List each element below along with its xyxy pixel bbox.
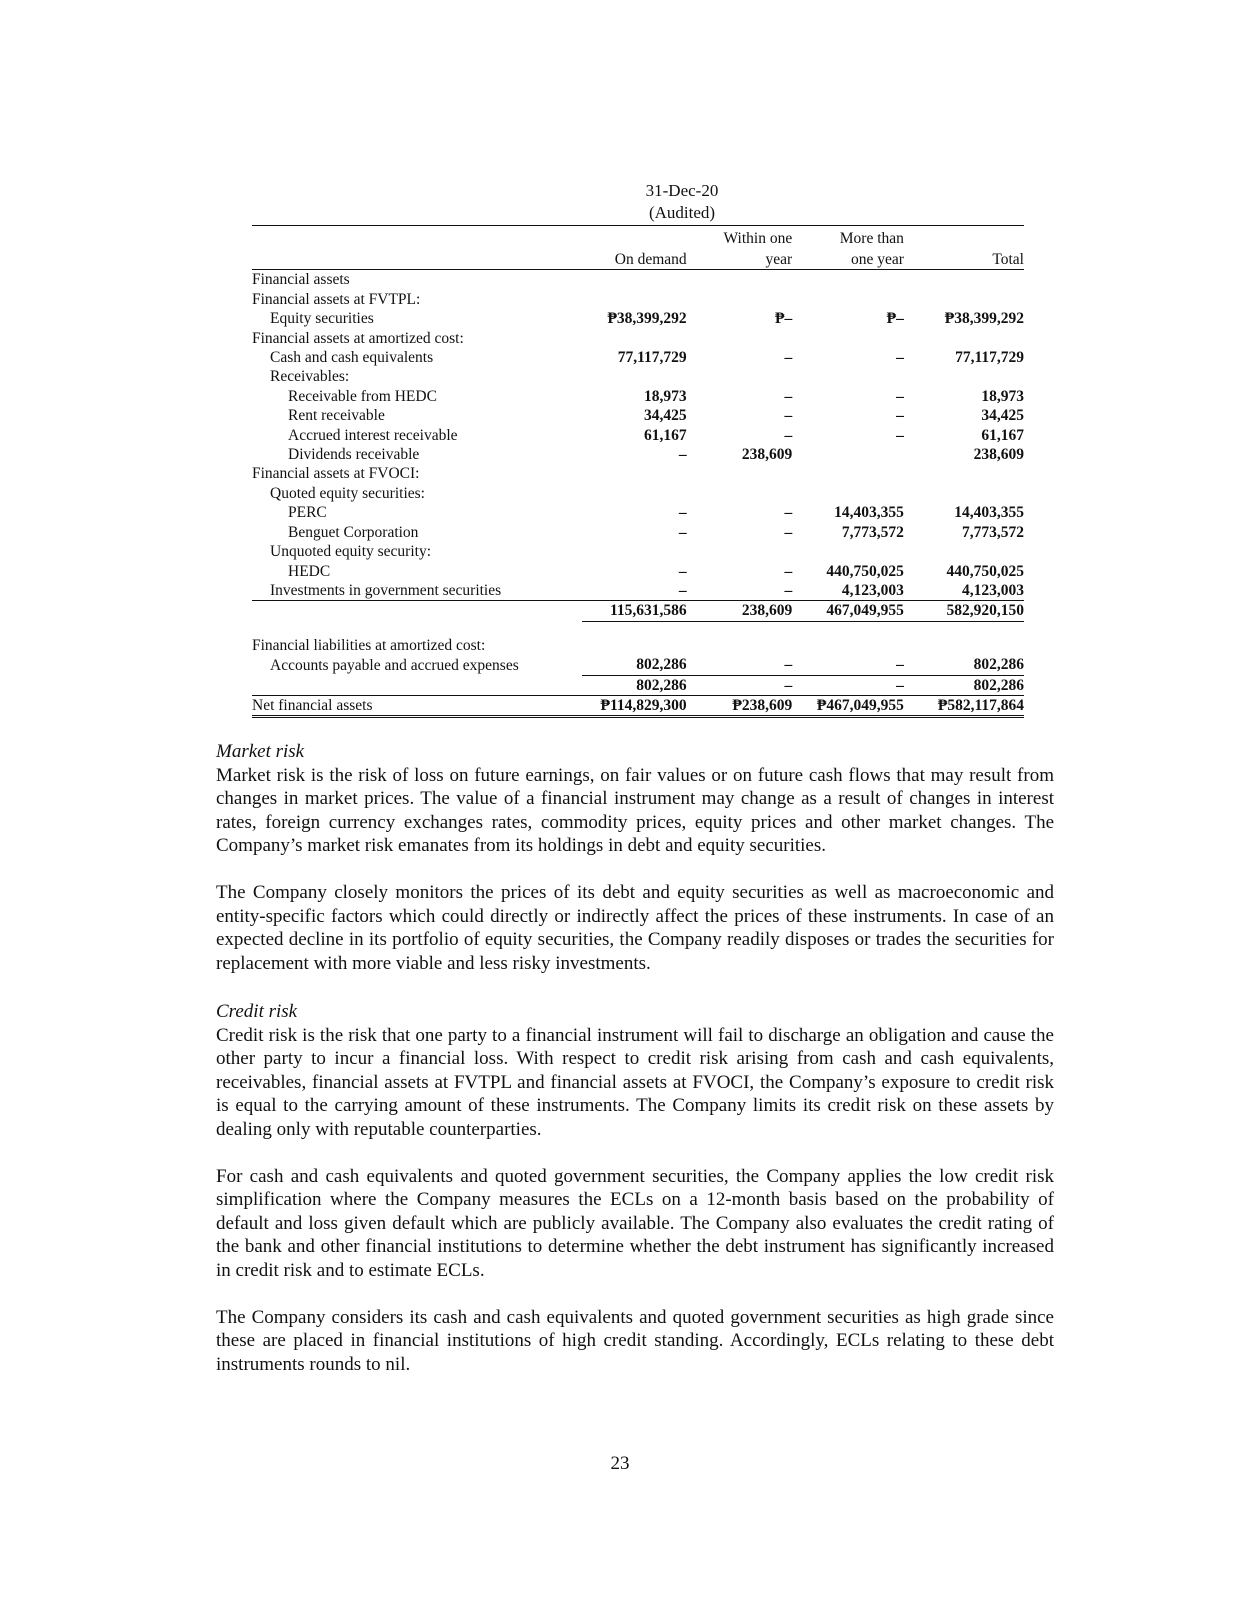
table-row: Rent receivable 34,425 – – 34,425	[288, 407, 1024, 425]
table-row: Accrued interest receivable 61,167 – – 61,167	[288, 426, 1024, 444]
table-row: Financial assets at FVTPL:	[252, 290, 421, 308]
table-row: Dividends receivable – 238,609 238,609	[288, 446, 1024, 464]
credit-risk-heading: Credit risk	[216, 1001, 298, 1022]
market-risk-paragraph-2: The Company closely monitors the prices of its debt and equity securities as well as macroeconomic and entity-specific factors which could directly or indirectly affect the prices of these instruments. In case of an expected decline in its portfolio of equity securities, the Company readily disposes or trades the securities for replacement with more viable and less risky investments.	[216, 881, 1054, 974]
net-assets-row: Net financial assets ₱114,829,300 ₱238,609 ₱467,049,955 ₱582,117,864	[252, 695, 1024, 716]
col-total: Total	[904, 250, 1024, 270]
table-row: Benguet Corporation – – 7,773,572 7,773,572	[288, 523, 1024, 541]
table-row: Unquoted equity security:	[270, 543, 431, 561]
liabilities-heading: Financial liabilities at amortized cost:	[252, 636, 486, 654]
table-row	[252, 636, 1024, 655]
table-row: Cash and cash equivalents 77,117,729 – – 77,117,729	[270, 349, 1024, 367]
market-risk-paragraph-1: Market risk is the risk of loss on future earnings, on fair values or on future cash flows that may result from changes in market prices. The value of a financial instrument may change as a result of changes in interest rates, foreign currency exchanges rates, commodity prices, equity prices and other market changes. The Company’s market risk emanates from its holdings in debt and equity securities.	[216, 764, 1054, 857]
header-rule	[252, 225, 1024, 226]
table-row: Receivable from HEDC 18,973 – – 18,973	[288, 387, 1024, 405]
period-status: (Audited)	[648, 203, 716, 222]
credit-risk-paragraph-2: For cash and cash equivalents and quoted government securities, the Company applies the low credit risk simplification where the Company measures the ECLs on a 12-month basis based on the probability of default and loss given default which are publicly available. The Company also evaluates the credit rating of the bank and other financial institutions to determine whether the debt instrument has significantly increased in credit risk and to estimate ECLs.	[216, 1165, 1054, 1281]
table-row: HEDC – – 440,750,025 440,750,025	[288, 562, 1024, 580]
credit-risk-section	[216, 1000, 1054, 1376]
table-row: Equity securities ₱38,399,292 ₱– ₱– ₱38,399,292	[270, 310, 1024, 328]
table-row: Financial assets at FVOCI:	[252, 465, 420, 483]
table-row: PERC – – 14,403,355 14,403,355	[288, 504, 1024, 522]
page-number: 23	[610, 1453, 630, 1474]
assets-total-row: 115,631,586 238,609 467,049,955 582,920,150	[252, 601, 1024, 621]
table-row: Quoted equity securities:	[270, 484, 425, 502]
financial-assets-table	[252, 227, 1024, 718]
table-row: Accounts payable and accrued expenses 802,286 – – 802,286	[270, 656, 1024, 674]
col-more-top: More than	[839, 230, 904, 247]
table-row: Receivables:	[270, 368, 350, 386]
col-more-bottom: one year	[792, 250, 904, 270]
col-on-demand: On demand	[582, 250, 687, 270]
col-within-bottom: year	[687, 250, 793, 270]
period-date: 31-Dec-20	[645, 181, 719, 200]
credit-risk-paragraph-1: Credit risk is the risk that one party to a financial instrument will fail to discharge an obligation and cause the other party to incur a financial loss. With respect to credit risk arising from cash and cash equivalents, receivables, financial assets at FVTPL and financial assets at FVOCI, the Company’s exposure to credit risk is equal to the carrying amount of these instruments. The Company limits its credit risk on these assets by dealing only with reputable counterparties.	[216, 1024, 1054, 1140]
table-row: Financial assets at amortized cost:	[252, 329, 464, 347]
col-within-top: Within one	[723, 230, 793, 247]
table-row: Investments in government securities – – 4,123,003 4,123,003	[270, 581, 1024, 599]
table-row: Financial assets	[252, 271, 350, 289]
credit-risk-paragraph-3: The Company considers its cash and cash equivalents and quoted government securities as high grade since these are placed in financial institutions of high credit standing. Accordingly, ECLs relating to these debt instruments rounds to nil.	[216, 1306, 1054, 1375]
market-risk-heading: Market risk	[216, 741, 305, 762]
market-risk-section	[216, 740, 1054, 975]
liabilities-total-row: 802,286 – – 802,286	[252, 675, 1024, 695]
